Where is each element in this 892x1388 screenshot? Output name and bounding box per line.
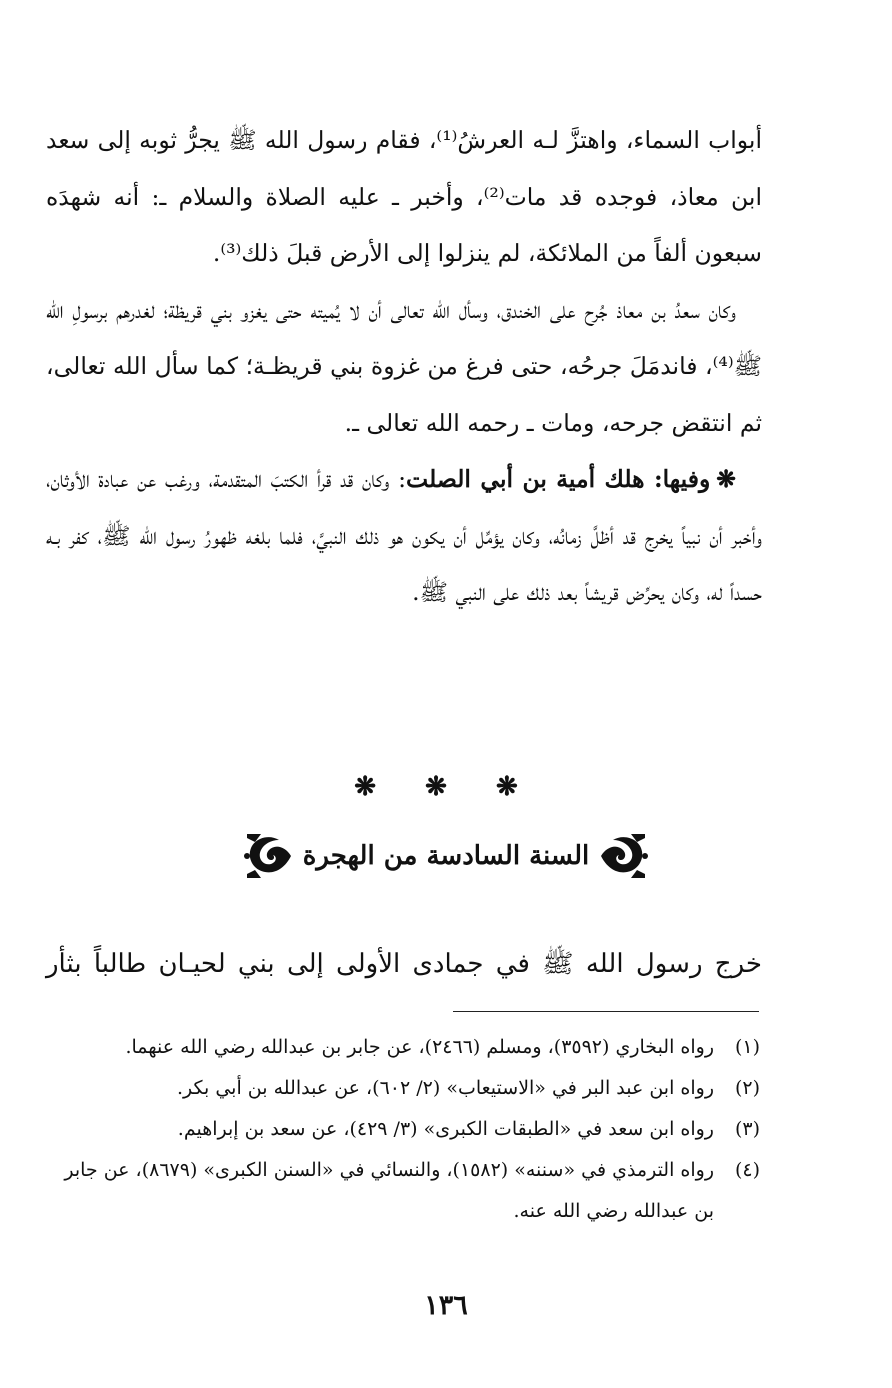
section-separator: ❋ ❋ ❋ xyxy=(354,772,538,802)
footnotes xyxy=(60,1027,760,1232)
event-text: : وكان قد قرأ الكتبَ المتقدمة، ورغب عن عبادة الأوثان، وأخبر أن نبياً يخرج قد أظلَّ زمانُه، وكان يؤمِّل أن يكون هو ذلك النبيَّ، فلما بلغه ظهورُ رسول الله ﷺ، كفر بـه حسداً له، وكان يحرِّض قريشاً بعد ذلك على النبي ﷺ. xyxy=(46,465,762,606)
paragraph-2: وكان سعدُ بن معاذ جُرح على الخندق، وسأل الله تعالى أن لا يُميته حتى يغزو بني قريظة؛ لغدرهم برسولِ الله ﷺ⁽⁴⁾، فاندمَلَ جرحُه، حتى فرغ من غزوة بني قريظـة؛ كما سأل الله تعالى، ثم انتقض جرحه، ومات ـ رحمه الله تعالى ـ. xyxy=(46,295,762,437)
footnote-number: (٤) xyxy=(734,1159,760,1181)
main-text xyxy=(46,112,762,621)
footnote-item xyxy=(60,1027,760,1068)
event-lead: وفيها: هلك أمية بن أبي الصلت xyxy=(406,465,711,493)
section-first-line: خرج رسول الله ﷺ في جمادى الأولى إلى بني لحيـان طالباً بثأر xyxy=(46,949,762,979)
footnote-text: رواه البخاري (٣٥٩٢)، ومسلم (٢٤٦٦)، عن جابر بن عبدالله رضي الله عنهما. xyxy=(125,1036,714,1058)
footnote-text: رواه ابن عبد البر في «الاستيعاب» (٢/ ٦٠٢)، عن عبدالله بن أبي بكر. xyxy=(177,1077,714,1099)
footnote-divider xyxy=(453,1011,759,1012)
event-paragraph xyxy=(46,451,762,621)
paragraph-1: أبواب السماء، واهتزَّ لـه العرشُ⁽¹⁾، فقام رسول الله ﷺ يجرُّ ثوبه إلى سعد ابن معاذ، فوجده قد مات⁽²⁾، وأخبر ـ عليه الصلاة والسلام ـ: أنه شهدَه سبعون ألفاً من الملائكة، لم ينزلوا إلى الأرض قبلَ ذلك⁽³⁾. xyxy=(46,126,763,267)
arabesque-ornament-icon xyxy=(243,832,295,880)
section-heading xyxy=(0,826,892,886)
footnote-number: (٢) xyxy=(734,1077,760,1099)
page-number: ١٣٦ xyxy=(424,1290,468,1321)
footnote-number: (١) xyxy=(734,1036,760,1058)
arabesque-ornament-icon xyxy=(597,832,649,880)
footnote-number: (٣) xyxy=(734,1118,760,1140)
footnote-item xyxy=(60,1150,760,1232)
star-bullet-icon: ❋ xyxy=(716,465,736,493)
footnote-text: رواه الترمذي في «سننه» (١٥٨٢)، والنسائي في «السنن الكبرى» (٨٦٧٩)، عن جابر بن عبدالله رضي الله عنه. xyxy=(64,1159,714,1222)
section-title: السنة السادسة من الهجرة xyxy=(302,841,590,871)
footnote-item xyxy=(60,1109,760,1150)
footnote-text: رواه ابن سعد في «الطبقات الكبرى» (٣/ ٤٢٩)، عن سعد بن إبراهيم. xyxy=(177,1118,714,1140)
footnote-item xyxy=(60,1068,760,1109)
